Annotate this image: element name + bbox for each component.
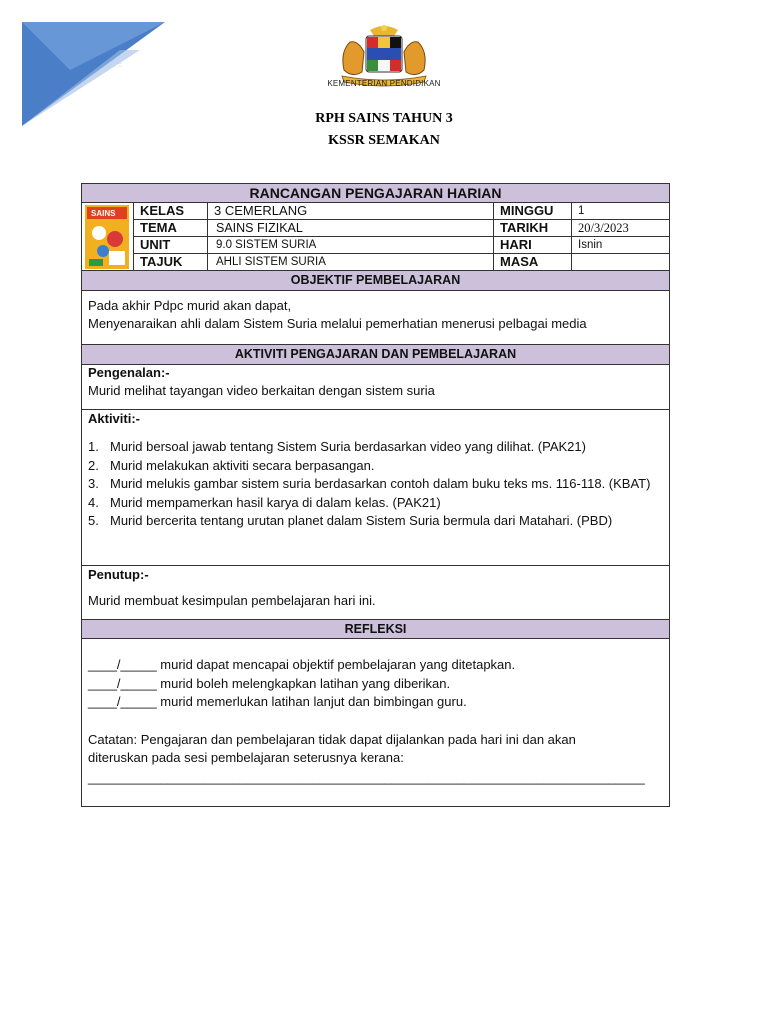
list-item: 3. Murid melukis gambar sistem suria berdasarkan contoh dalam buku teks ms. 116-118. (KBAT) (88, 476, 651, 491)
list-item: 5. Murid bercerita tentang urutan planet dalam Sistem Suria bermula dari Matahari. (PBD) (88, 513, 613, 528)
pengenalan-label: Pengenalan:- (88, 365, 170, 380)
info-block (82, 203, 669, 271)
catatan-line-2: diteruskan pada sesi pembelajaran seterusnya kerana: (88, 750, 404, 765)
refleksi-line-3: ____/_____ murid memerlukan latihan lanjut dan bimbingan guru. (88, 694, 467, 709)
kelas-label: KELAS (134, 203, 208, 220)
catatan-line-1: Catatan: Pengajaran dan pembelajaran tidak dapat dijalankan pada hari ini dan akan (88, 732, 576, 747)
textbook-cover-icon (85, 205, 129, 269)
pengenalan-text: Murid melihat tayangan video berkaitan dengan sistem suria (88, 383, 435, 398)
refleksi-section (82, 639, 669, 806)
tema-label: TEMA (134, 220, 208, 237)
tajuk-label: TAJUK (134, 254, 208, 271)
ministry-name: KEMENTERIAN PENDIDIKAN (327, 79, 441, 88)
aktiviti-list (88, 438, 658, 531)
aktiviti-section (82, 409, 669, 565)
minggu-label: MINGGU (494, 203, 572, 220)
info-grid (133, 203, 669, 271)
svg-text:SAINS: SAINS (91, 209, 116, 218)
aktiviti-label: Aktiviti:- (88, 411, 140, 426)
penutup-section (82, 565, 669, 620)
minggu-value: 1 (572, 203, 670, 220)
pengenalan-section (82, 364, 669, 409)
catatan-blank-line: _____________________________________________________________________________ (88, 770, 645, 785)
objektif-heading: OBJEKTIF PEMBELAJARAN (82, 270, 669, 291)
lesson-plan-table (81, 183, 670, 807)
plan-heading: RANCANGAN PENGAJARAN HARIAN (82, 183, 669, 203)
objektif-section (82, 290, 669, 344)
unit-value: 9.0 SISTEM SURIA (208, 237, 494, 254)
document-title: RPH SAINS TAHUN 3 (315, 111, 453, 126)
refleksi-heading: REFLEKSI (82, 619, 669, 639)
aktiviti-heading: AKTIVITI PENGAJARAN DAN PEMBELAJARAN (82, 344, 669, 365)
tajuk-value: AHLI SISTEM SURIA (208, 254, 494, 271)
masa-label: MASA (494, 254, 572, 271)
document-subtitle: KSSR SEMAKAN (328, 133, 440, 148)
tarikh-label: TARIKH (494, 220, 572, 237)
penutup-text: Murid membuat kesimpulan pembelajaran hari ini. (88, 593, 376, 608)
list-item: 2. Murid melakukan aktiviti secara berpasangan. (88, 457, 375, 473)
tarikh-value: 20/3/2023 (572, 220, 670, 237)
unit-label: UNIT (134, 237, 208, 254)
hari-label: HARI (494, 237, 572, 254)
hari-value: Isnin (572, 237, 670, 254)
tema-value: SAINS FIZIKAL (208, 220, 494, 237)
objektif-intro: Pada akhir Pdpc murid akan dapat, (88, 298, 292, 313)
refleksi-line-1: ____/_____ murid dapat mencapai objektif pembelajaran yang ditetapkan. (88, 657, 516, 672)
kelas-value: 3 CEMERLANG (208, 203, 494, 220)
masa-value (572, 254, 670, 271)
objektif-text: Menyenaraikan ahli dalam Sistem Suria melalui pemerhatian menerusi pelbagai media (88, 316, 587, 331)
list-item: 1. Murid bersoal jawab tentang Sistem Suria berdasarkan video yang dilihat. (PAK21) (88, 439, 586, 454)
refleksi-line-2: ____/_____ murid boleh melengkapkan latihan yang diberikan. (88, 676, 451, 691)
penutup-label: Penutup:- (88, 567, 149, 582)
list-item: 4. Murid mempamerkan hasil karya di dalam kelas. (PAK21) (88, 494, 441, 510)
corner-mark: :: (118, 62, 122, 69)
